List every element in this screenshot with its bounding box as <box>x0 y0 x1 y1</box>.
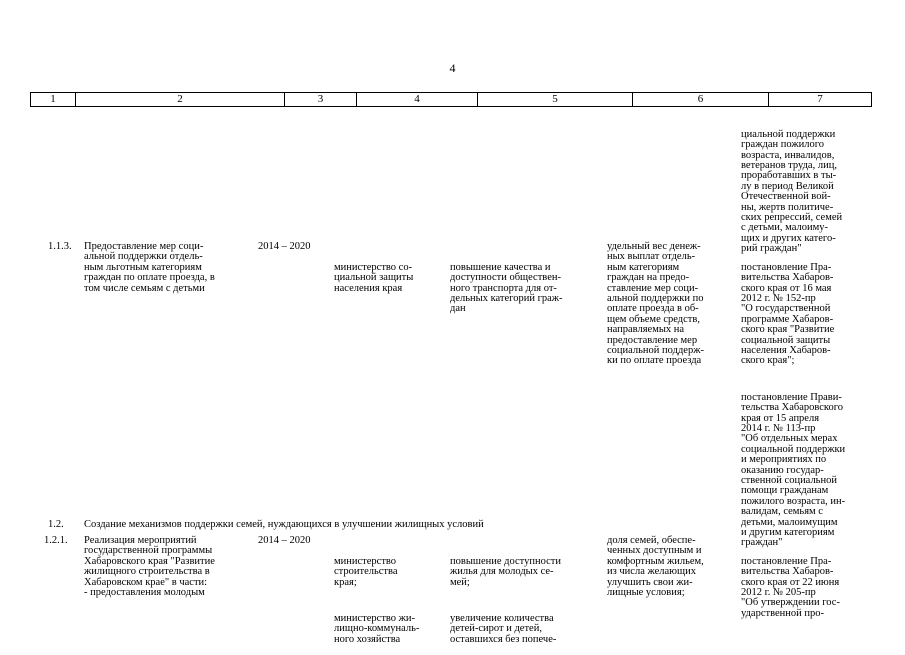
table-cell-measure: Реализация мероприятий государственной программы Хабаровского края "Развитие жилищного строительства в Хабаровском крае" в части: - предоставления молодым <box>84 535 215 599</box>
row-number: 1.1.3. <box>48 241 72 252</box>
row-number: 1.2.1. <box>44 535 68 546</box>
header-col-5: 5 <box>478 93 633 106</box>
header-col-2: 2 <box>76 93 285 106</box>
header-col-6: 6 <box>633 93 769 106</box>
cell-paragraph: постановление Прави- тельства Хабаровского края от 15 апреля 2014 г. № 113-пр "Об отдельных мерах социальной поддержки и мероприятиях по оказанию государ- ственной социальной помощи гражданам пожилого возраста, ин- валидам, семьям с детьми, малоимущим и другим категориям граждан" <box>741 391 846 549</box>
table-cell-executor <box>334 242 413 304</box>
table-cell-measure: Предоставление мер соци- альной поддержки отдель- ным льготным категориям граждан по оплате проезда, в том числе семьям с детьми <box>84 241 215 294</box>
cell-paragraph: увеличение количества детей-сирот и детей, оставшихся без попече- <box>450 612 557 645</box>
table-header-row <box>30 92 872 107</box>
table-section-title: Создание механизмов поддержки семей, нуждающихся в улучшении жилищных условий <box>84 519 484 530</box>
row-number: 1.2. <box>48 519 64 530</box>
cell-paragraph: министерство строительства края; <box>334 555 398 588</box>
table-cell-basis <box>741 242 845 559</box>
cell-paragraph: повышение качества и доступности обществен- ного транспорта для от- дельных категорий граж- дан <box>450 261 563 315</box>
cell-paragraph: повышение доступности жилья для молодых се- мей; <box>450 555 561 588</box>
header-col-4: 4 <box>357 93 478 106</box>
cell-paragraph: постановление Пра- вительства Хабаров- ского края от 22 июня 2012 г. № 205-пр "Об утверждении гос- ударственной про- <box>741 555 840 619</box>
table-cell-period: 2014 – 2020 <box>258 241 311 252</box>
cell-paragraph: министерство жи- лищно-коммуналь- ного хозяйства <box>334 612 420 645</box>
header-col-1: 1 <box>31 93 76 106</box>
cell-paragraph: постановление Пра- вительства Хабаров- ского края от 16 мая 2012 г. № 152-пр "О государственной программе Хабаров- ского края "Развитие социальной защиты населения Хабаров- ского края"; <box>741 261 835 367</box>
header-col-3: 3 <box>285 93 357 106</box>
table-cell-period: 2014 – 2020 <box>258 535 311 546</box>
table-cell-executor <box>334 536 419 655</box>
page-number: 4 <box>449 61 456 75</box>
table-cell-indicator: доля семей, обеспе- ченных доступным и комфортным жильем, из числа желающих улучшить свои жи- лищные условия; <box>607 535 704 599</box>
table-cell-result <box>450 536 561 655</box>
table-cell-result <box>450 242 563 325</box>
table-cell-indicator: удельный вес денеж- ных выплат отдель- ным категориям граждан на предо- ставление мер соци- альной поддержки по оплате проезда в об- щем объеме средств, направляемых на предоставление мер социальной поддерж- ки по оплате проезда <box>607 241 704 367</box>
cell-paragraph: министерство со- циальной защиты населения края <box>334 261 414 294</box>
header-col-7: 7 <box>817 93 823 105</box>
cell-paragraph: циальной поддержки граждан пожилого возраста, инвалидов, ветеранов труда, лиц, проработавших в ты- лу в период Великой Отечественной вой- ны, жертв политиче- ских репрессий, семей с детьми, малоиму- щих и других катего- рий граждан" <box>741 128 843 255</box>
table-cell-basis <box>741 536 840 630</box>
